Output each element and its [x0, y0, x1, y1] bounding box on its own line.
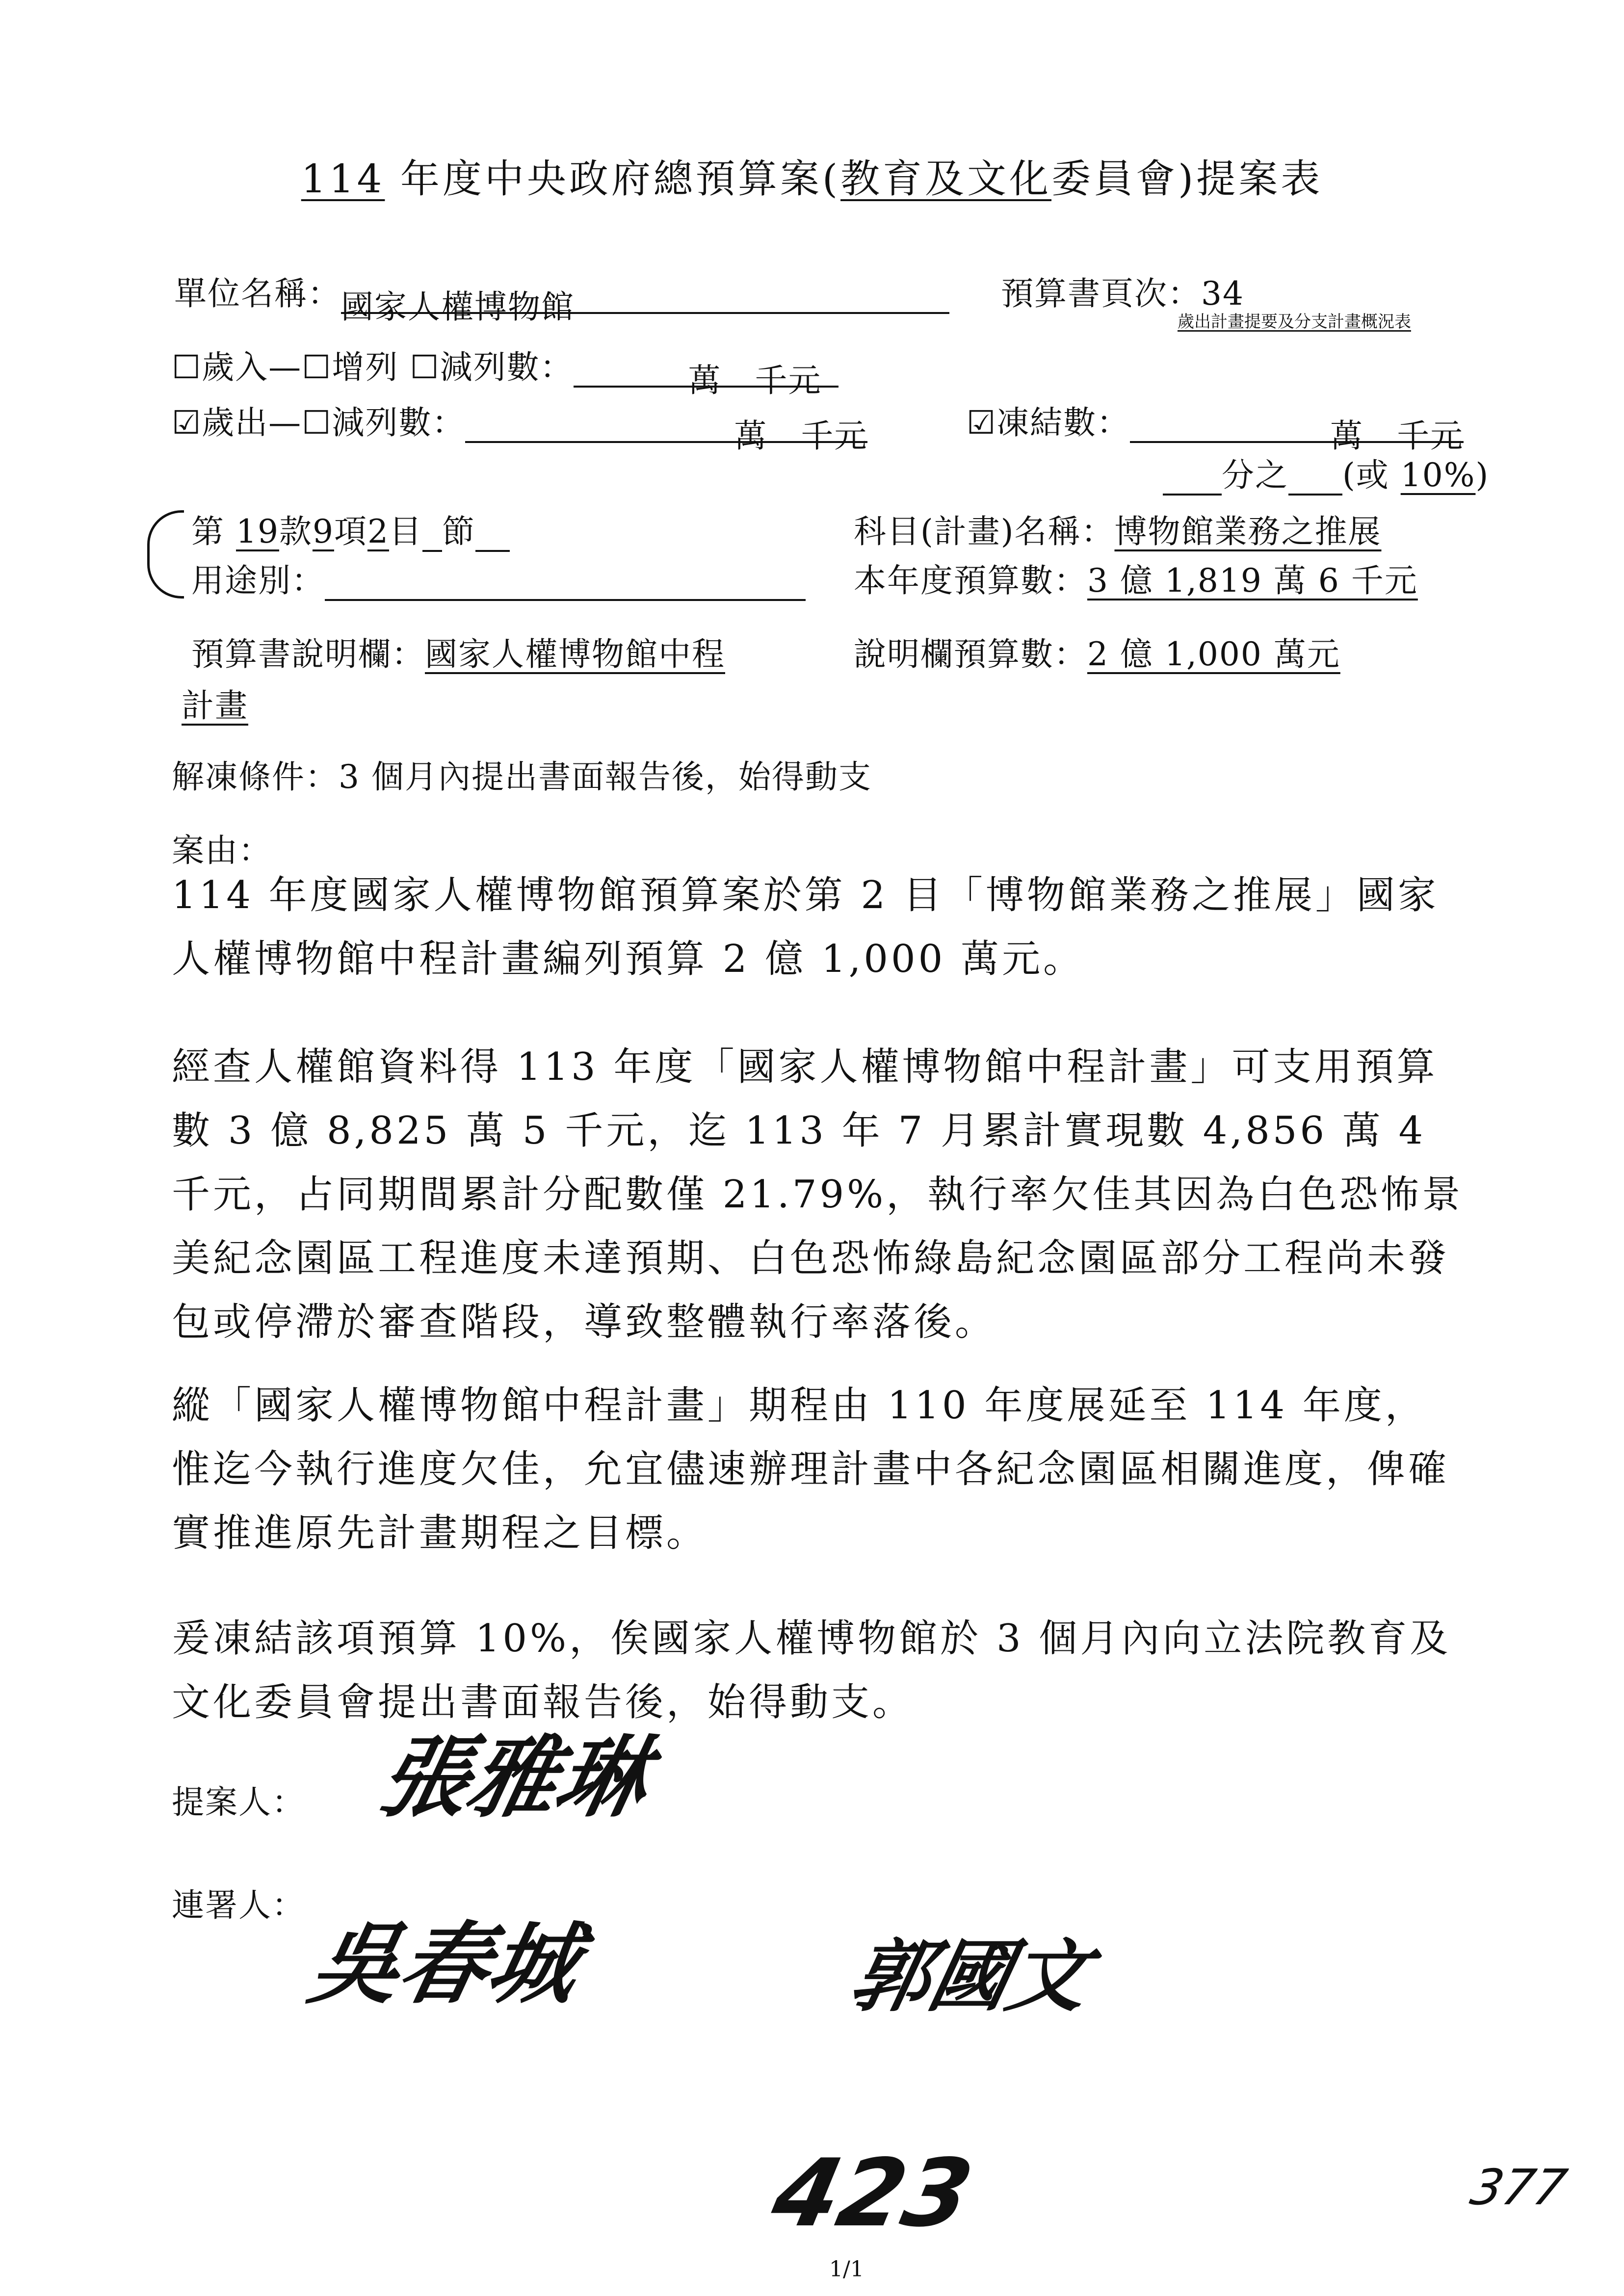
- title-year: 114: [301, 156, 385, 202]
- unfreeze-condition: 解凍條件：3 個月內提出書面報告後，始得動支: [172, 758, 872, 796]
- subject-value: 博物館業務之推展: [1114, 513, 1382, 550]
- use-value-line: [325, 568, 806, 601]
- item-mu: 2: [367, 513, 389, 550]
- fraction-label: 分之: [1222, 456, 1288, 494]
- expense-checkbox: ☑: [172, 404, 202, 442]
- desc-label: 預算書說明欄：: [191, 635, 425, 673]
- unit-value-line: [341, 281, 949, 326]
- use-label: 用途別：: [191, 562, 325, 600]
- expense-decrease-checkbox: ☐: [302, 404, 332, 442]
- case-paragraph-3: 縱「國家人權博物館中程計畫」期程由 110 年度展延至 114 年度，惟迄今執行進度欠佳，允宜儘速辦理計畫中各紀念園區相關進度，俾確實推進原先計畫期程之目標。: [172, 1383, 1450, 1555]
- title-committee: 教育及文化: [840, 156, 1052, 202]
- item-xiang-label: 項: [334, 513, 367, 550]
- expense-row: [172, 396, 868, 455]
- page-value: 34: [1201, 275, 1244, 313]
- title-part1: 年度中央政府總預算案(: [385, 156, 841, 202]
- item-bracket: [147, 510, 184, 599]
- case-paragraph-2: 經查人權館資料得 113 年度「國家人權博物館中程計畫」可支用預算數 3 億 8,825 萬 5 千元，迄 113 年 7 月累計實現數 4,856 萬 4 千元，占同期間累計分配數僅 21.79%，執行率欠佳其因為白色恐怖景美紀念園區工程進度未達預期、白色恐怖綠島紀念園區部分工程尚未發包或停滯於審查階段，導致整體執行率落後。: [172, 1045, 1464, 1344]
- freeze-unit: 萬 千元: [1330, 417, 1464, 455]
- decrease-label: 減列數：: [440, 348, 574, 386]
- expense-decrease-label: 減列數：: [332, 404, 466, 442]
- case-paragraph-1: 114 年度國家人權博物館預算案於第 2 目「博物館業務之推展」國家人權博物館中程計畫編列預算 2 億 1,000 萬元。: [172, 873, 1439, 981]
- increase-label: 增列: [332, 348, 399, 386]
- income-label: 歲入—: [202, 348, 302, 386]
- freeze-percent: 10%: [1400, 456, 1476, 494]
- desc-budget-value: 2 億 1,000 萬元: [1087, 635, 1340, 673]
- fraction-row: [1163, 449, 1489, 496]
- cosigner-signature-1: 吳春城: [301, 1913, 588, 2016]
- desc-budget-row: [854, 628, 1340, 675]
- desc-budget-label: 說明欄預算數：: [854, 635, 1087, 673]
- desc-value-1: 國家人權博物館中程: [425, 635, 725, 673]
- budget-row: [854, 554, 1418, 601]
- desc-value-2: 計畫: [182, 687, 248, 725]
- unit-value: 國家人權博物館: [341, 288, 575, 326]
- use-row: [191, 554, 806, 601]
- income-unit: 萬 千元: [688, 362, 822, 399]
- freeze-label: 凍結數：: [996, 404, 1130, 442]
- budget-value: 3 億 1,819 萬 6 千元: [1087, 562, 1418, 600]
- case-paragraph-4: 爰凍結該項預算 10%，俟國家人權博物館於 3 個月內向立法院教育及文化委員會提出書面報告後，始得動支。: [172, 1617, 1451, 1724]
- expense-label: 歲出—: [202, 404, 302, 442]
- case-label: 案由：: [172, 832, 272, 869]
- freeze-amount-line: [1130, 410, 1464, 455]
- unit-row: [174, 267, 949, 326]
- freeze-checkbox: ☑: [967, 404, 997, 442]
- expense-unit: 萬 千元: [734, 417, 868, 455]
- item-mu-label: 目: [389, 513, 422, 550]
- decrease-checkbox: ☐: [410, 348, 440, 386]
- increase-checkbox: ☐: [302, 348, 332, 386]
- item-row: [191, 505, 510, 552]
- item-di: 第: [191, 513, 225, 550]
- item-xiang: 9: [312, 513, 334, 550]
- income-amount-line: [574, 354, 838, 399]
- proposer-signature: 張雅琳: [370, 1727, 657, 1829]
- expense-amount-line: [465, 410, 868, 455]
- desc-row-2: [182, 679, 248, 726]
- unit-label: 單位名稱：: [174, 275, 341, 313]
- cosigner-label: 連署人：: [172, 1886, 305, 1924]
- subject-row: [854, 505, 1382, 552]
- page-title: [0, 147, 1624, 204]
- page-footer: 1/1: [829, 2257, 864, 2282]
- income-row: [172, 341, 838, 399]
- subject-label: 科目(計畫)名稱：: [854, 513, 1115, 550]
- cosigner-signature-2: 郭國文: [842, 1931, 1098, 2022]
- item-kuan: 19: [236, 513, 279, 550]
- desc-row: [191, 628, 725, 675]
- or-suffix: ): [1475, 456, 1490, 494]
- freeze-row: [967, 396, 1464, 455]
- item-jie-value-line: [475, 519, 510, 552]
- or-prefix: (或: [1342, 456, 1401, 494]
- handwritten-page-number: 423: [763, 2139, 982, 2247]
- proposer-label: 提案人：: [172, 1783, 305, 1821]
- income-checkbox: ☐: [172, 348, 202, 386]
- title-part2: 委員會)提案表: [1051, 156, 1323, 202]
- budget-label: 本年度預算數：: [854, 562, 1087, 600]
- page-ref: [1001, 267, 1244, 314]
- handwritten-corner-number: 377: [1466, 2159, 1572, 2216]
- page-note: 歲出計畫提要及分支計畫概況表: [1178, 312, 1411, 332]
- item-kuan-label: 款: [279, 513, 313, 550]
- fraction-numerator-line: [1288, 462, 1342, 496]
- item-jie-label: 節: [442, 513, 475, 550]
- fraction-denominator-line: [1163, 462, 1222, 496]
- page-label: 預算書頁次：: [1001, 275, 1201, 313]
- item-jie-line: [422, 519, 442, 552]
